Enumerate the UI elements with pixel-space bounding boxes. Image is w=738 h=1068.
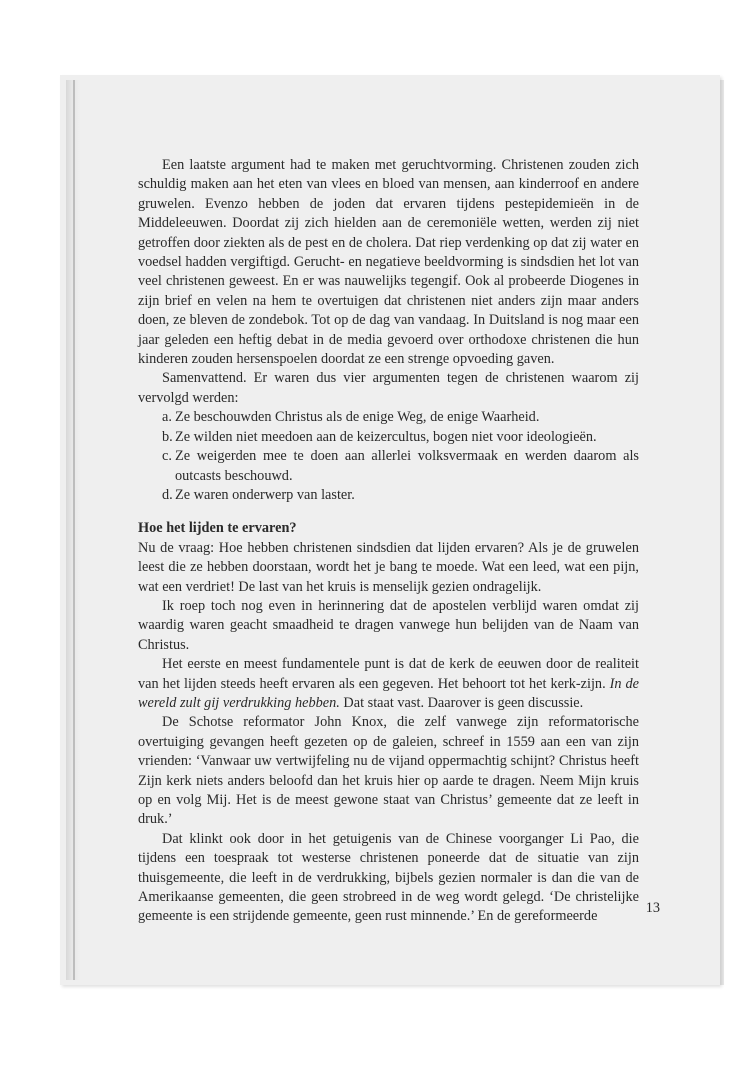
list-item	[138, 408, 639, 427]
paragraph-li-pao: Dat klinkt ook door in het getuigenis van de Chinese voorganger Li Pao, die tijdens een toespraak tot westerse christenen poneerde dat de situatie van zijn thuisgemeente, die leeft in de verdrukking, bijbels gezien normaler is dan die van de Amerikaanse gemeenten, die geen strobreed in de weg wordt gelegd. ‘De christelijke gemeente is een strijdende gemeente, geen rust minnende.’ En de gereformeerde	[138, 830, 639, 925]
paragraph-summary: Samenvattend. Er waren dus vier argumenten tegen de christenen waarom zij vervolgd werden:	[138, 370, 639, 406]
list-item-text: Ze wilden niet meedoen aan de keizercultus, bogen niet voor ideologieën.	[175, 428, 597, 445]
list-item-text: Ze weigerden mee te doen aan allerlei volksvermaak en werden daarom als outcasts beschouwd.	[175, 448, 639, 484]
list-item	[138, 486, 639, 505]
argument-list	[138, 408, 639, 505]
paragraph-apostles: Ik roep toch nog even in herinnering dat de apostelen verblijd waren omdat zij waardig waren geacht smaadheid te dragen vanwege hun belijden van de Naam van Christus.	[138, 597, 639, 653]
book-spine-line	[73, 80, 75, 980]
list-item-text: Ze waren onderwerp van laster.	[175, 486, 355, 503]
page-number: 13	[645, 900, 660, 916]
list-item	[138, 447, 639, 486]
paragraph-question: Nu de vraag: Hoe hebben christenen sindsdien dat lijden ervaren? Als je de gruwelen leest die ze hebben doorstaan, wordt het je bang te moede. Wat een leed, wat een pijn, wat een verdriet! De last van het kruis is menselijk gezien ondragelijk.	[138, 539, 639, 595]
paragraph-fundamental-point	[138, 655, 639, 713]
list-marker: b.	[162, 428, 173, 445]
list-item-text: Ze beschouwden Christus als de enige Weg, de enige Waarheid.	[175, 409, 540, 426]
section-heading: Hoe het lijden te ervaren?	[138, 520, 297, 537]
paragraph-text: Dat staat vast. Daarover is geen discussie.	[339, 694, 584, 711]
bible-quote: In de wereld zult gij verdrukking hebben.	[138, 675, 639, 711]
list-item	[138, 428, 639, 447]
paragraph-john-knox: De Schotse reformator John Knox, die zelf vanwege zijn reformatorische overtuiging gevangen heeft gezeten op de galeien, schreef in 1559 aan een van zijn vrienden: ‘Vanwaar uw vertwijfeling nu de vijand oppermachtig schijnt? Christus heeft Zijn kerk niets anders beloofd dan het kruis hier op aarde te dragen. Neem Mijn kruis op en volg Mij. Het is de meest gewone staat van Christus’ gemeente dat ze leeft in druk.’	[138, 714, 639, 828]
list-marker: c.	[162, 448, 172, 465]
list-marker: a.	[162, 409, 172, 426]
paragraph-text: Het eerste en meest fundamentele punt is dat de kerk de eeuwen door de realiteit van het lijden steeds heeft ervaren als een gegeven. Het behoort tot het kerk-zijn.	[138, 656, 639, 692]
paragraph-rumors: Een laatste argument had te maken met geruchtvorming. Christenen zouden zich schuldig maken aan het eten van vlees en bloed van mensen, aan kinderroof en andere gruwelen. Evenzo hebben de joden dat ervaren tijdens pestepidemieën in de Middeleeuwen. Doordat zij zich hielden aan de ceremoniële wetten, werden zij niet getroffen door ziekten als de pest en de cholera. Dat riep verdenking op dat zij water en voedsel hadden vergiftigd. Gerucht- en negatieve beeldvorming is sindsdien het lot van veel christenen geweest. En er was nauwelijks tegengif. Ook al probeerde Diogenes in zijn brief en velen na hem te overtuigen dat christenen niet anders zijn maar anders doen, ze bleven de zondebok. Tot op de dag van vandaag. In Duitsland is nog maar een jaar geleden een heftig debat in de media gevoerd over orthodoxe christenen die hun kinderen zouden hersenspoelen doordat ze een strenge opvoeding gaven.	[138, 157, 639, 368]
list-marker: d.	[162, 486, 173, 503]
body-text	[138, 156, 639, 927]
